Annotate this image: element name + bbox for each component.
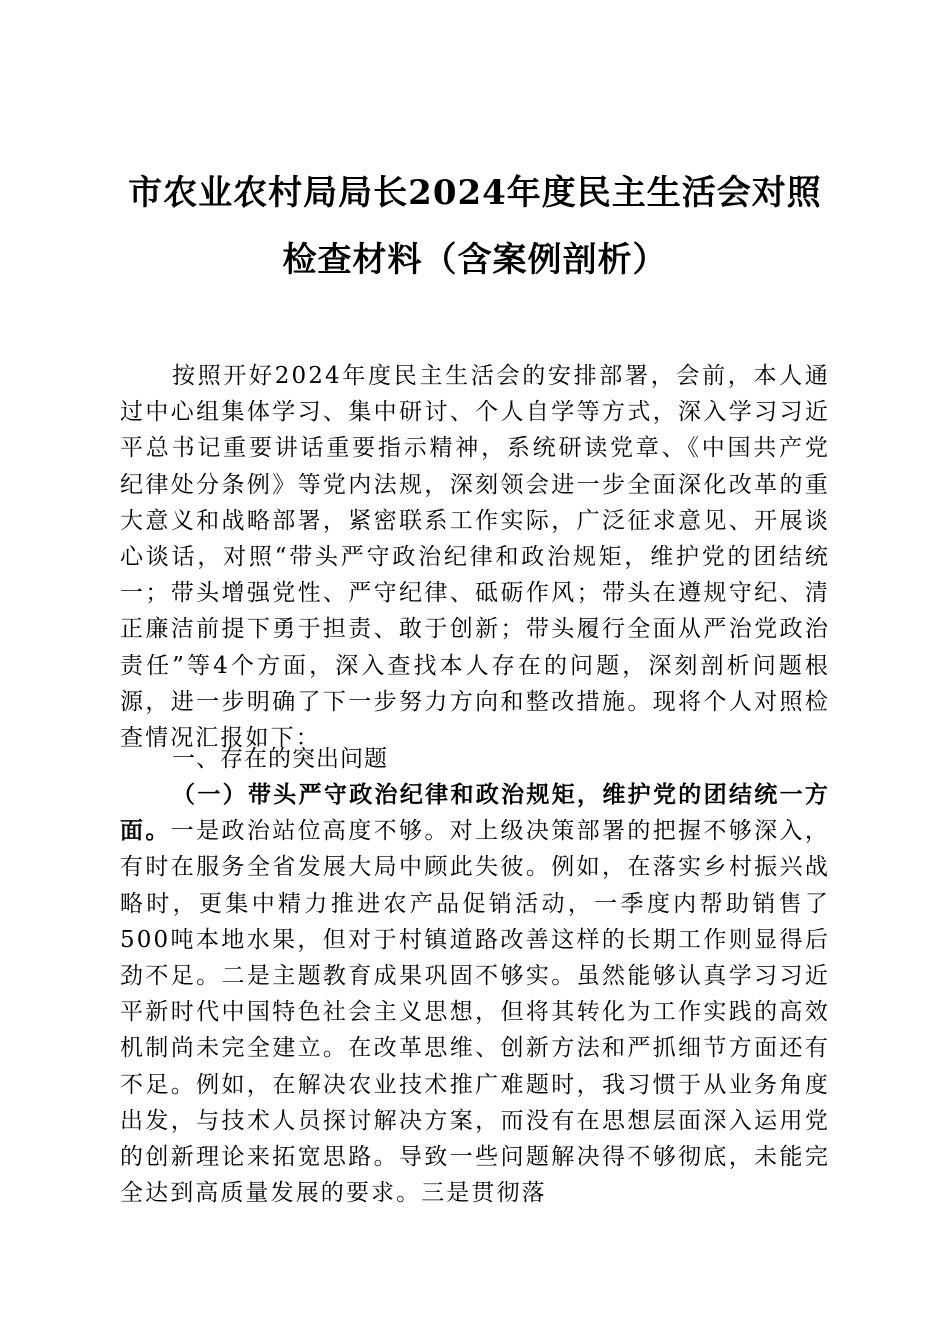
document-title-line-1: 市农业农村局局长2024年度民主生活会对照 (128, 173, 822, 213)
subsection-body: 一是政治站位高度不够。对上级决策部署的把握不够深入，有时在服务全省发展大局中顾此失彼。例如，在落实乡村振兴战略时，更集中精力推进农产品促销活动，一季度内帮助销售了500吨本地水果，但对于村镇道路改善这样的长期工作则显得后劲不足。二是主题教育成果巩固不够实。虽然能够认真学习习近平新时代中国特色社会主义思想，但将其转化为工作实践的高效机制尚未完全建立。在改革思维、创新方法和严抓细节方面还有不足。例如，在解决农业技术推广难题时，我习惯于从业务角度出发，与技术人员探讨解决方案，而没有在思想层面深入运用党的创新理论来拓宽思路。导致一些问题解决得不够彻底，未能完全达到高质量发展的要求。三是贯彻落 (120, 818, 830, 1207)
subsection-heading: （一）带头严守政治纪律和政治规矩，维护党的团结统一方面。 (120, 781, 830, 845)
section-heading: 一、存在的突出问题 (172, 746, 388, 772)
document-title-line-2: 检查材料（含案例剖析） (282, 240, 668, 280)
subsection-paragraph (120, 777, 830, 1211)
intro-paragraph: 按照开好2024年度民主生活会的安排部署，会前，本人通过中心组集体学习、集中研讨、个人自学等方式，深入学习习近平总书记重要讲话重要指示精神，系统研读党章、《中国共产党纪律处分条例》等党内法规，深刻领会进一步全面深化改革的重大意义和战略部署，紧密联系工作实际，广泛征求意见、开展谈心谈话，对照“带头严守政治纪律和政治规矩，维护党的团结统一；带头增强党性、严守纪律、砥砺作风；带头在遵规守纪、清正廉洁前提下勇于担责、敢于创新；带头履行全面从严治党政治责任”等4个方面，深入查找本人存在的问题，深刻剖析问题根源，进一步明确了下一步努力方向和整改措施。现将个人对照检查情况汇报如下： (120, 363, 830, 752)
